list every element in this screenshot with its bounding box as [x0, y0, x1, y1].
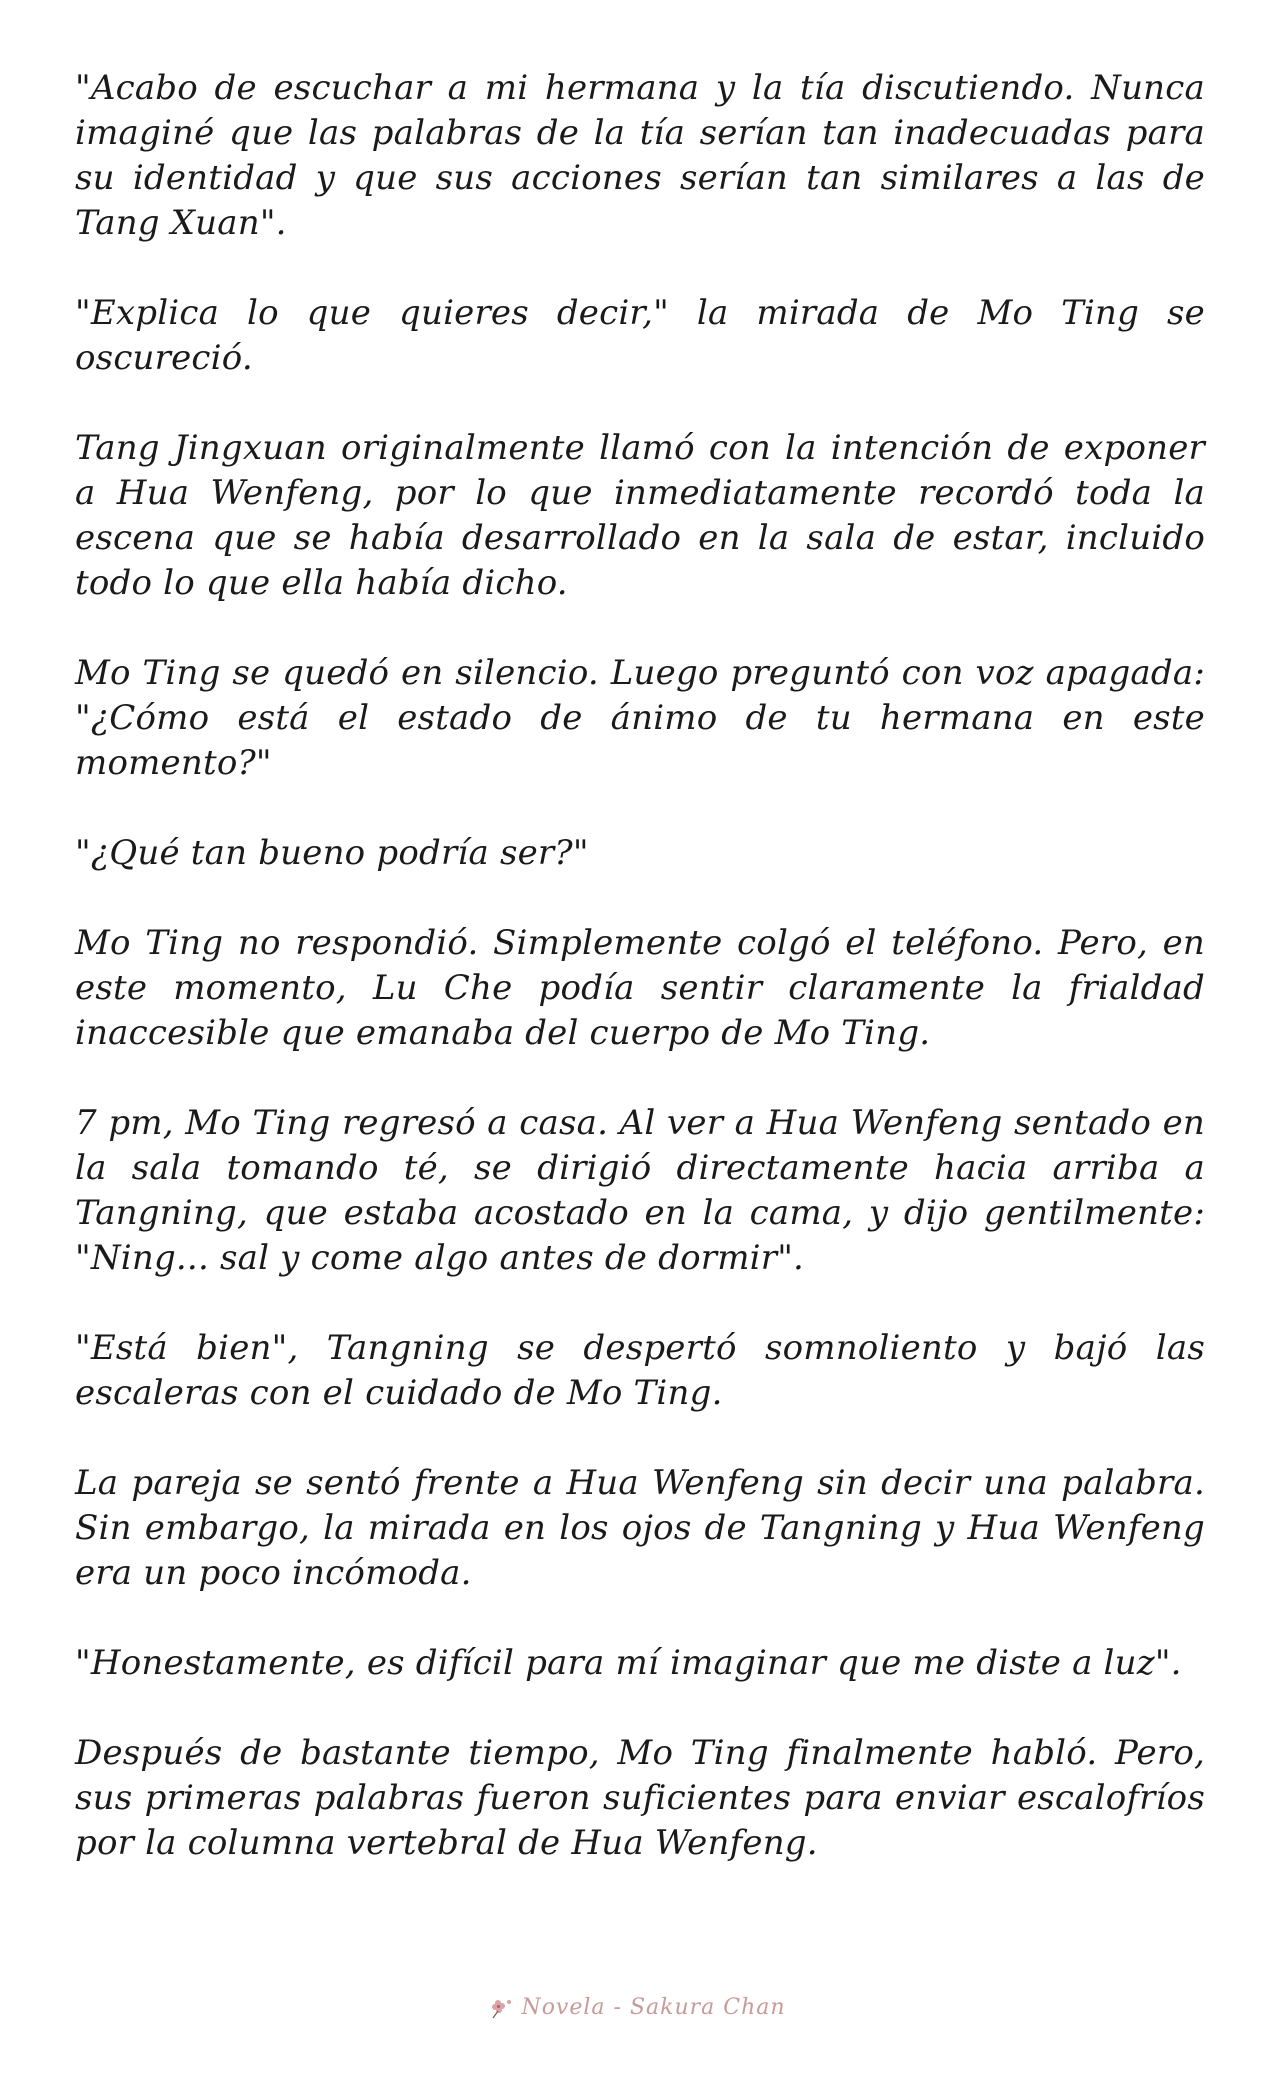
paragraph-9: La pareja se sentó frente a Hua Wenfeng sin decir una palabra. Sin embargo, la mirada en los ojos de Tangning y Hua Wenfeng era un poco incómoda. [75, 1463, 1205, 1593]
paragraph-10: "Honestamente, es difícil para mí imaginar que me diste a luz". [75, 1643, 1182, 1683]
watermark-text: Novela - Sakura Chan [521, 1995, 786, 2020]
paragraph-5: "¿Qué tan bueno podría ser?" [75, 833, 589, 873]
paragraph-7: 7 pm, Mo Ting regresó a casa. Al ver a Hua Wenfeng sentado en la sala tomando té, se dirigió directamente hacia arriba a Tangning, que estaba acostado en la cama, y dijo gentilmente: "Ning... sal y come algo antes de dormir". [75, 1103, 1205, 1278]
sakura-flower-icon [489, 1997, 515, 2019]
paragraph-3: Tang Jingxuan originalmente llamó con la intención de exponer a Hua Wenfeng, por lo que inmediatamente recordó toda la escena que se había desarrollado en la sala de estar, incluido todo lo que ella había dicho. [75, 428, 1205, 603]
paragraph-8: "Está bien", Tangning se despertó somnoliento y bajó las escaleras con el cuidado de Mo Ting. [75, 1328, 1205, 1413]
paragraph-11: Después de bastante tiempo, Mo Ting finalmente habló. Pero, sus primeras palabras fueron suficientes para enviar escalofríos por la columna vertebral de Hua Wenfeng. [75, 1733, 1205, 1863]
paragraph-4: Mo Ting se quedó en silencio. Luego preguntó con voz apagada: "¿Cómo está el estado de ánimo de tu hermana en este momento?" [75, 653, 1205, 783]
paragraph-6: Mo Ting no respondió. Simplemente colgó el teléfono. Pero, en este momento, Lu Che podía sentir claramente la frialdad inaccesible que emanaba del cuerpo de Mo Ting. [75, 923, 1205, 1053]
document-body [75, 66, 1205, 1911]
paragraph-1: "Acabo de escuchar a mi hermana y la tía discutiendo. Nunca imaginé que las palabras de la tía serían tan inadecuadas para su identidad y que sus acciones serían tan similares a las de Tang Xuan". [75, 68, 1205, 243]
paragraph-2: "Explica lo que quieres decir," la mirada de Mo Ting se oscureció. [75, 293, 1205, 378]
watermark [0, 1995, 1275, 2020]
